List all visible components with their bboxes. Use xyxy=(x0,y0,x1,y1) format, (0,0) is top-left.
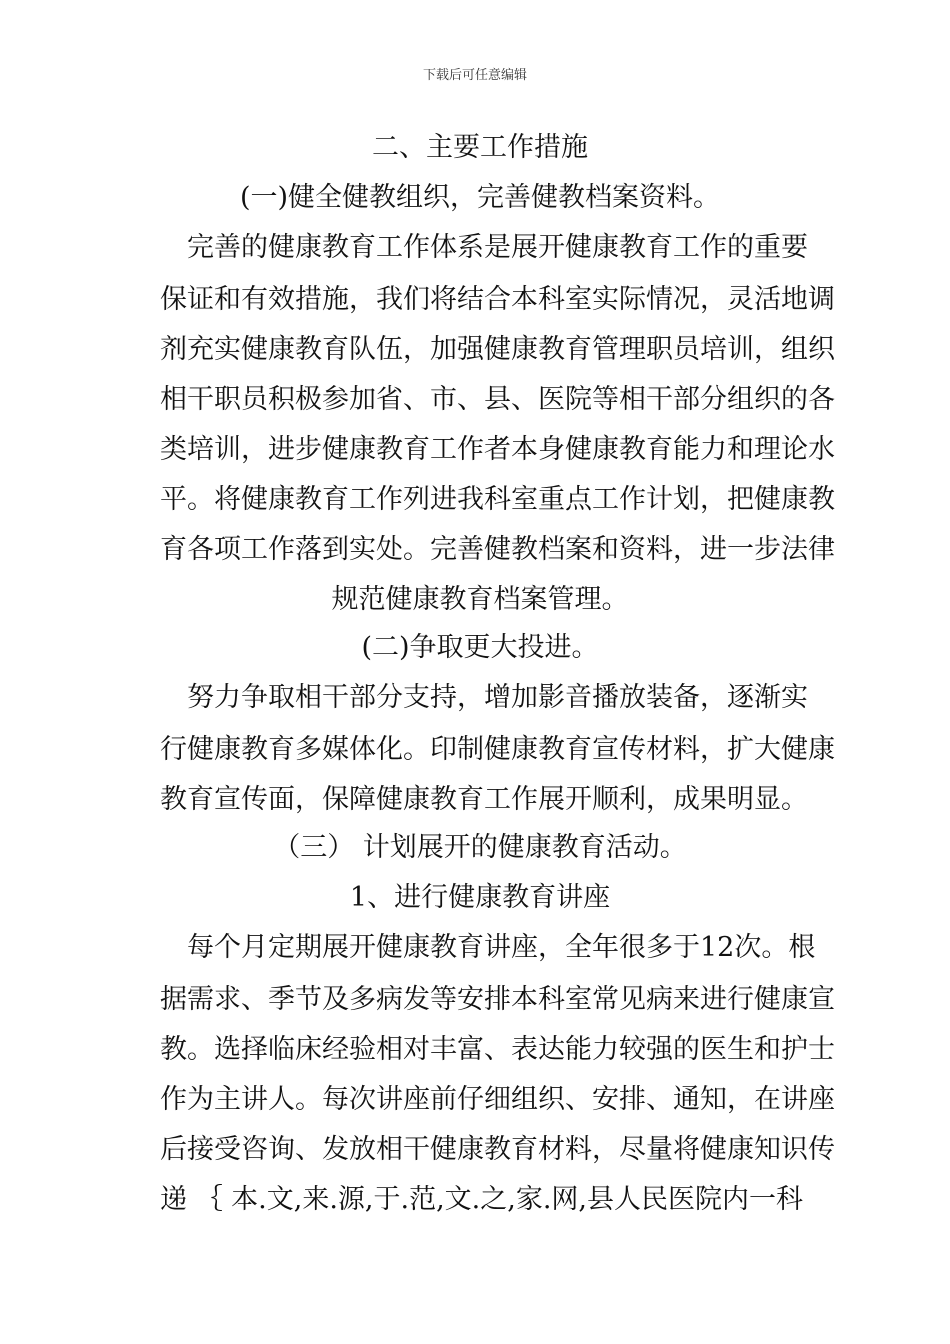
paragraph-line: 据需求、季节及多病发等安排本科室常见病来进行健康宣 xyxy=(160,984,835,1015)
paragraph-line: 类培训，进步健康教育工作者本身健康教育能力和理论水 xyxy=(160,434,835,465)
subsection-heading: (二)争取更大投进。 xyxy=(361,632,599,663)
paragraph-line: 后接受咨询、发放相干健康教育材料，尽量将健康知识传 xyxy=(160,1134,835,1165)
paragraph-line: 育各项工作落到实处。完善健教档案和资料，进一步法律 xyxy=(160,534,835,565)
paragraph-line: 行健康教育多媒体化。印制健康教育宣传材料，扩大健康 xyxy=(160,734,835,765)
item-heading: 1、进行健康教育讲座 xyxy=(349,882,611,913)
page-header: 下载后可任意编辑 xyxy=(422,68,527,83)
subsection-heading: (一)健全健教组织，完善健教档案资料。 xyxy=(239,182,721,213)
subsection-heading: （三） 计划展开的健康教育活动。 xyxy=(273,832,687,863)
paragraph-line: 保证和有效措施，我们将结合本科室实际情况，灵活地调 xyxy=(160,284,835,315)
paragraph-line: 递 ｛ 本.文,来.源,于.范,文.之,家.网,县人民医院内一科 xyxy=(160,1184,803,1215)
paragraph-line: 努力争取相干部分支持，增加影音播放装备，逐渐实 xyxy=(160,682,808,713)
section-heading: 二、主要工作措施 xyxy=(372,132,588,163)
paragraph-line: 规范健康教育档案管理。 xyxy=(331,584,629,615)
paragraph-line: 每个月定期展开健康教育讲座，全年很多于12次。根 xyxy=(160,932,816,963)
paragraph-line: 教育宣传面，保障健康教育工作展开顺利，成果明显。 xyxy=(160,784,808,815)
paragraph-line: 剂充实健康教育队伍，加强健康教育管理职员培训，组织 xyxy=(160,334,835,365)
paragraph-line: 作为主讲人。每次讲座前仔细组织、安排、通知，在讲座 xyxy=(160,1084,835,1115)
paragraph-line: 完善的健康教育工作体系是展开健康教育工作的重要 xyxy=(160,232,808,263)
paragraph-line: 相干职员积极参加省、市、县、医院等相干部分组织的各 xyxy=(160,384,835,415)
paragraph-line: 教。选择临床经验相对丰富、表达能力较强的医生和护士 xyxy=(160,1034,835,1065)
paragraph-line: 平。将健康教育工作列进我科室重点工作计划，把健康教 xyxy=(160,484,835,515)
